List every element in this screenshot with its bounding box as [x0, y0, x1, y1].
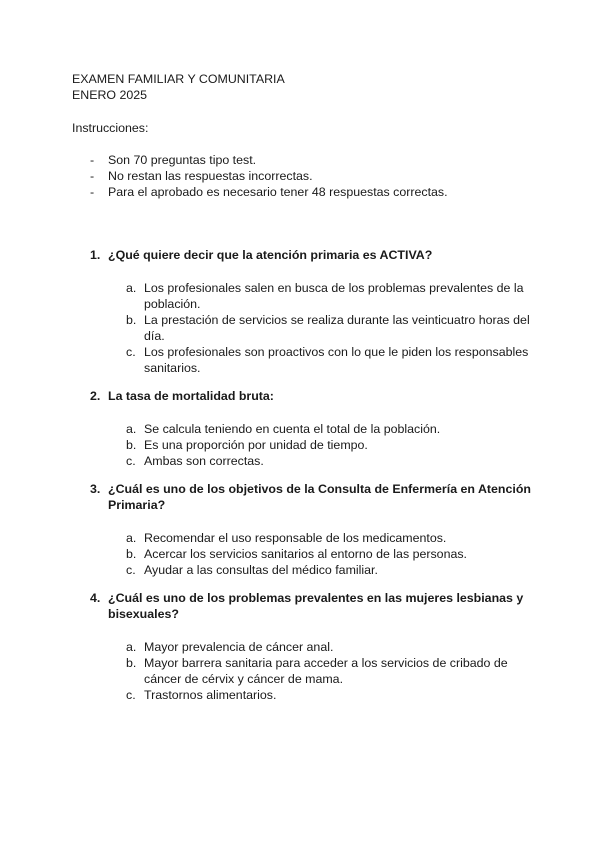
- question-number: 3.: [90, 482, 101, 496]
- option-letter: b.: [126, 656, 137, 670]
- option-letter: c.: [126, 563, 136, 577]
- instruction-item: [72, 168, 542, 184]
- option-letter: b.: [126, 547, 137, 561]
- question-text: ¿Cuál es uno de los objetivos de la Consulta de Enfermería en Atención Primaria?: [108, 482, 531, 512]
- questions-list: [72, 247, 532, 715]
- instruction-bullet: -: [90, 153, 95, 167]
- option-letter: a.: [126, 640, 137, 654]
- exam-title: EXAMEN FAMILIAR Y COMUNITARIA: [72, 72, 285, 86]
- answer-options: [72, 530, 532, 578]
- option-letter: c.: [126, 688, 136, 702]
- question-header: [72, 590, 532, 622]
- document-header: [72, 71, 285, 103]
- question-text: ¿Cuál es uno de los problemas prevalentes en las mujeres lesbianas y bisexuales?: [108, 591, 524, 621]
- option-letter: b.: [126, 313, 137, 327]
- question-header: [72, 247, 532, 263]
- question-number: 2.: [90, 389, 101, 403]
- answer-option: [72, 421, 532, 437]
- answer-option: [72, 280, 532, 312]
- option-text: Mayor barrera sanitaria para acceder a los servicios de cribado de cáncer de cérvix y cáncer de mama.: [144, 656, 508, 686]
- option-text: Trastornos alimentarios.: [144, 688, 277, 702]
- instructions-list: [72, 152, 542, 200]
- instruction-text: Son 70 preguntas tipo test.: [108, 153, 257, 167]
- instructions-title: Instrucciones:: [72, 121, 149, 135]
- answer-option: [72, 562, 532, 578]
- instruction-bullet: -: [90, 169, 95, 183]
- question-3: [72, 481, 532, 578]
- option-text: Es una proporción por unidad de tiempo.: [144, 438, 368, 452]
- instruction-text: No restan las respuestas incorrectas.: [108, 169, 313, 183]
- answer-option: [72, 546, 532, 562]
- answer-option: [72, 453, 532, 469]
- instruction-item: [72, 184, 542, 200]
- option-text: Los profesionales son proactivos con lo que le piden los responsables sanitarios.: [144, 345, 529, 375]
- option-text: Los profesionales salen en busca de los problemas prevalentes de la población.: [144, 281, 524, 311]
- question-number: 4.: [90, 591, 101, 605]
- answer-option: [72, 687, 532, 703]
- question-4: [72, 590, 532, 703]
- option-text: Acercar los servicios sanitarios al entorno de las personas.: [144, 547, 467, 561]
- answer-option: [72, 530, 532, 546]
- answer-option: [72, 312, 532, 344]
- option-letter: b.: [126, 438, 137, 452]
- option-text: La prestación de servicios se realiza durante las veinticuatro horas del día.: [144, 313, 530, 343]
- instruction-bullet: -: [90, 185, 95, 199]
- instruction-text: Para el aprobado es necesario tener 48 respuestas correctas.: [108, 185, 448, 199]
- answer-options: [72, 421, 532, 469]
- question-2: [72, 388, 532, 469]
- question-header: [72, 388, 532, 404]
- answer-options: [72, 639, 532, 703]
- option-text: Ayudar a las consultas del médico familiar.: [144, 563, 378, 577]
- option-letter: c.: [126, 454, 136, 468]
- instruction-item: [72, 152, 542, 168]
- question-1: [72, 247, 532, 376]
- option-letter: a.: [126, 531, 137, 545]
- answer-options: [72, 280, 532, 376]
- option-text: Se calcula teniendo en cuenta el total de la población.: [144, 422, 441, 436]
- question-text: La tasa de mortalidad bruta:: [108, 389, 274, 403]
- option-letter: a.: [126, 422, 137, 436]
- option-text: Recomendar el uso responsable de los medicamentos.: [144, 531, 447, 545]
- option-letter: a.: [126, 281, 137, 295]
- question-text: ¿Qué quiere decir que la atención primaria es ACTIVA?: [108, 248, 433, 262]
- option-letter: c.: [126, 345, 136, 359]
- question-header: [72, 481, 532, 513]
- exam-date: ENERO 2025: [72, 88, 148, 102]
- answer-option: [72, 344, 532, 376]
- option-text: Mayor prevalencia de cáncer anal.: [144, 640, 334, 654]
- question-number: 1.: [90, 248, 101, 262]
- answer-option: [72, 655, 532, 687]
- answer-option: [72, 437, 532, 453]
- option-text: Ambas son correctas.: [144, 454, 264, 468]
- answer-option: [72, 639, 532, 655]
